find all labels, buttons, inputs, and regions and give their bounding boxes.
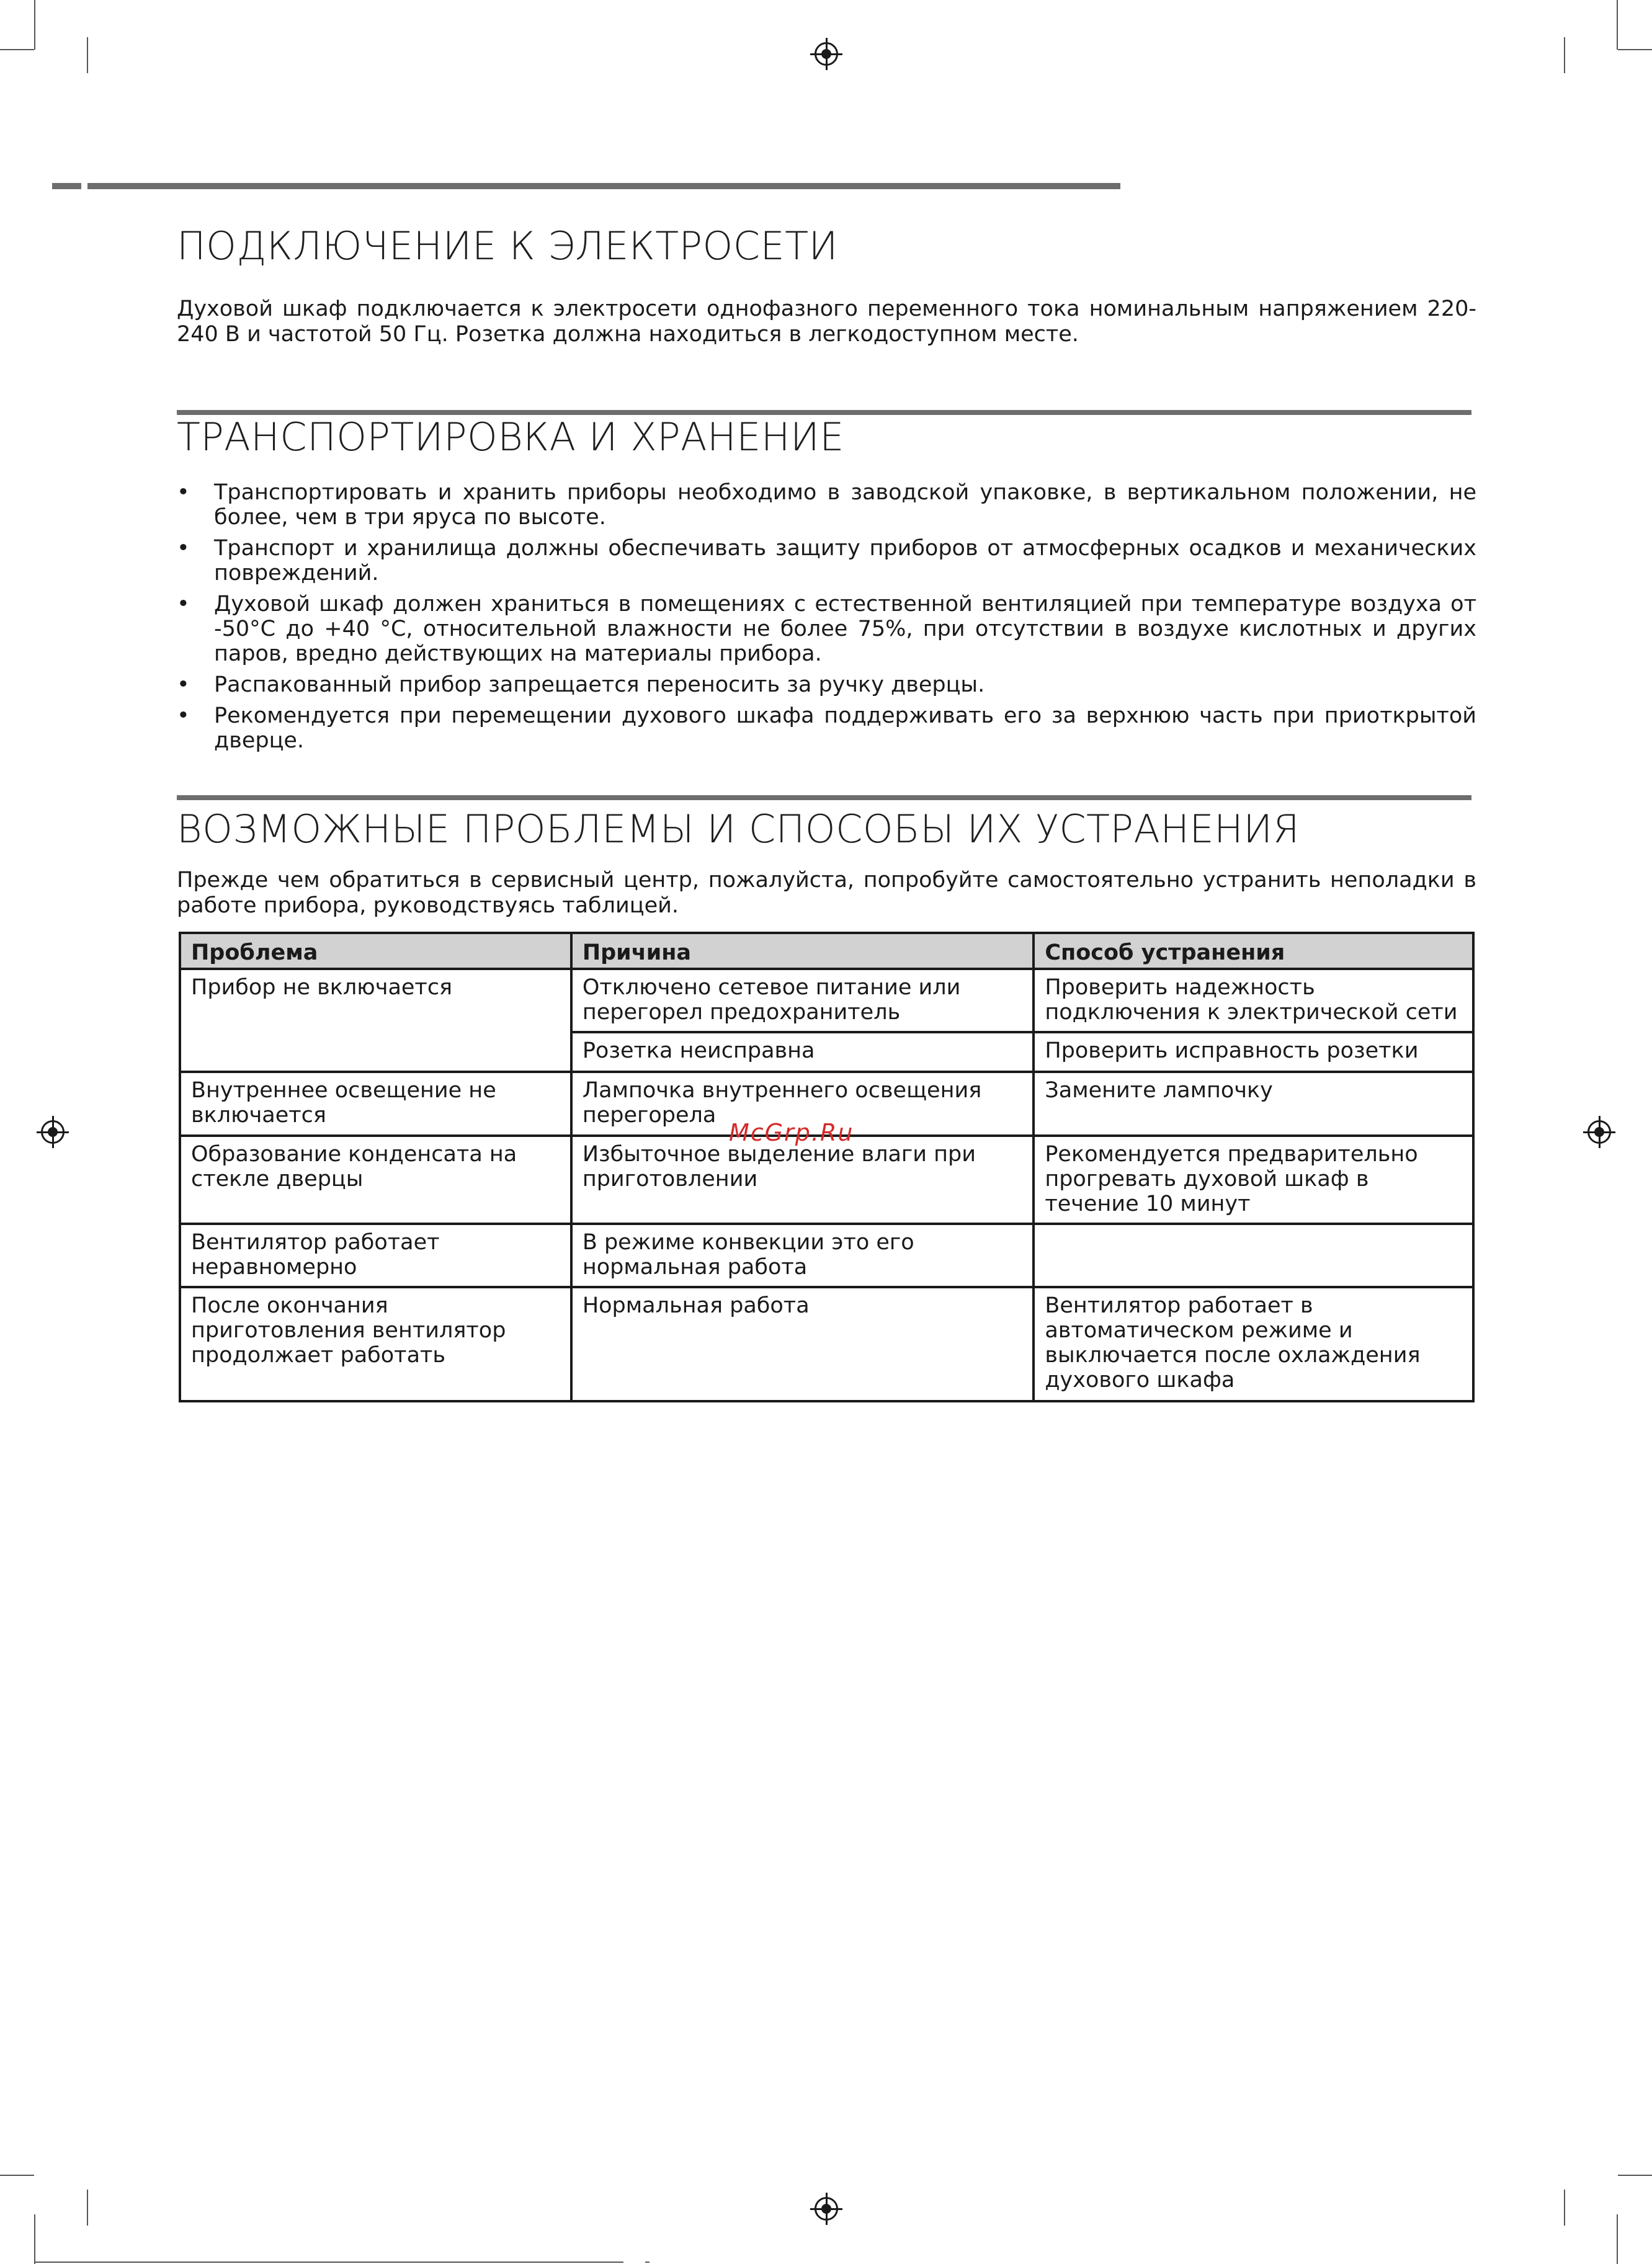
solution-cell: Рекомендуется предварительно прогревать духовой шкаф в течение 10 минут xyxy=(1034,1136,1473,1224)
section-title-transport: ТРАНСПОРТИРОВКА И ХРАНЕНИЕ xyxy=(177,414,844,460)
table-row xyxy=(180,1224,1473,1287)
list-item: • Распакованный прибор запрещается переносить за ручку дверцы. xyxy=(177,672,1476,697)
list-item: • Духовой шкаф должен храниться в помещениях с естественной вентиляцией при температуре воздуха от -50°С до +40 °С, относительной влажности не более 75%, при отсутствии в воздухе кислотных и других паров, вредно действующих на материалы прибора. xyxy=(177,592,1476,666)
crop-mark xyxy=(87,37,88,73)
problem-cell: Внутреннее освещение не включается xyxy=(180,1072,571,1136)
problem-cell: Образование конденсата на стекле дверцы xyxy=(180,1136,571,1224)
crop-mark xyxy=(34,2214,35,2264)
table-header-row xyxy=(180,933,1473,969)
table-row xyxy=(180,969,1473,1032)
power-connection-text: Духовой шкаф подключается к электросети однофазного переменного тока номинальным напряжением 220-240 В и частотой 50 Гц. Розетка должна находиться в легкодоступном месте. xyxy=(177,296,1476,347)
section-title-power: ПОДКЛЮЧЕНИЕ К ЭЛЕКТРОСЕТИ xyxy=(177,223,838,269)
table-row xyxy=(180,1136,1473,1224)
section-title-troubleshooting: ВОЗМОЖНЫЕ ПРОБЛЕМЫ И СПОСОБЫ ИХ УСТРАНЕНИЯ xyxy=(177,806,1300,852)
crop-mark xyxy=(0,49,34,50)
cause-cell: Нормальная работа xyxy=(571,1287,1034,1401)
cause-cell: В режиме конвекции это его нормальная работа xyxy=(571,1224,1034,1287)
cause-cell: Лампочка внутреннего освещения перегорела xyxy=(571,1072,1034,1136)
cause-cell: Отключено сетевое питание или перегорел предохранитель xyxy=(571,969,1034,1032)
table-row xyxy=(180,1287,1473,1401)
column-header-problem: Проблема xyxy=(180,933,571,969)
transport-storage-list xyxy=(177,480,1476,759)
crop-mark xyxy=(1618,49,1652,50)
solution-cell: Замените лампочку xyxy=(1034,1072,1473,1136)
problem-cell: Прибор не включается xyxy=(180,969,571,1072)
crop-mark xyxy=(34,0,35,50)
registration-mark-icon xyxy=(1587,1120,1611,1144)
crop-mark xyxy=(0,2175,34,2176)
watermark: McGrp.Ru xyxy=(729,1119,854,1146)
cause-cell: Розетка неисправна xyxy=(571,1032,1034,1072)
problem-cell: Вентилятор работает неравномерно xyxy=(180,1224,571,1287)
list-item: • Рекомендуется при перемещении духового шкафа поддерживать его за верхнюю часть при приоткрытой дверце. xyxy=(177,703,1476,753)
solution-cell: Вентилятор работает в автоматическом режиме и выключается после охлаждения духового шкафа xyxy=(1034,1287,1473,1401)
crop-mark xyxy=(1564,2190,1565,2226)
crop-mark xyxy=(34,2262,623,2263)
column-header-cause: Причина xyxy=(571,933,1034,969)
section-rule xyxy=(177,795,1471,800)
crop-mark xyxy=(87,2190,88,2226)
cause-cell: Избыточное выделение влаги при приготовлении xyxy=(571,1136,1034,1224)
registration-mark-icon xyxy=(815,42,838,66)
solution-cell xyxy=(1034,1224,1473,1287)
list-item: • Транспорт и хранилища должны обеспечивать защиту приборов от атмосферных осадков и механических повреждений. xyxy=(177,536,1476,586)
troubleshooting-table xyxy=(179,932,1475,1402)
registration-mark-icon xyxy=(41,1120,65,1144)
header-bar xyxy=(87,183,1120,189)
crop-mark xyxy=(1618,2175,1652,2176)
problem-cell: После окончания приготовления вентилятор продолжает работать xyxy=(180,1287,571,1401)
crop-mark xyxy=(1617,2214,1618,2264)
crop-mark xyxy=(1617,0,1618,50)
solution-cell: Проверить надежность подключения к электрической сети xyxy=(1034,969,1473,1032)
registration-mark-icon xyxy=(815,2197,838,2221)
column-header-solution: Способ устранения xyxy=(1034,933,1473,969)
solution-cell: Проверить исправность розетки xyxy=(1034,1032,1473,1072)
header-bar-accent xyxy=(52,183,81,189)
list-item: • Транспортировать и хранить приборы необходимо в заводской упаковке, в вертикальном положении, не более, чем в три яруса по высоте. xyxy=(177,480,1476,530)
crop-mark xyxy=(1564,37,1565,73)
troubleshooting-intro: Прежде чем обратиться в сервисный центр, пожалуйста, попробуйте самостоятельно устранить неполадки в работе прибора, руководствуясь таблицей. xyxy=(177,868,1476,918)
crop-mark xyxy=(645,2262,650,2263)
